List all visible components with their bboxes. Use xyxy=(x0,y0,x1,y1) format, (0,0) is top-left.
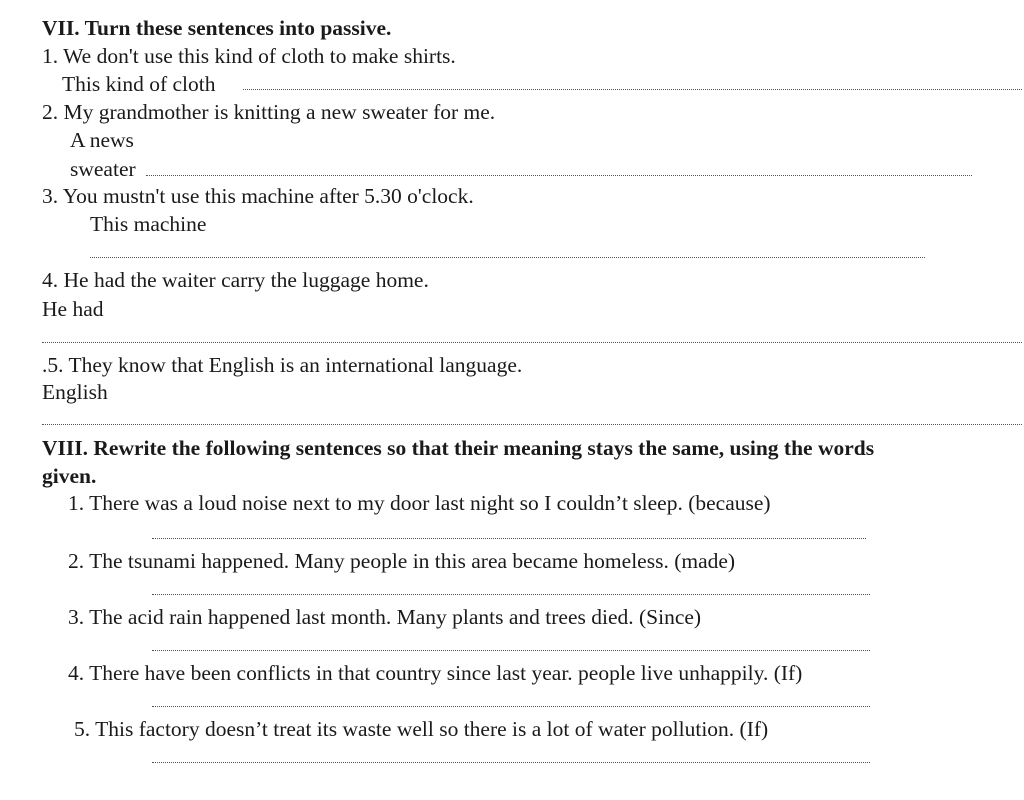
s8-item-3-answer-line[interactable] xyxy=(152,650,870,651)
s8-item-2-sentence: 2. The tsunami happened. Many people in this area became homeless. (made) xyxy=(68,549,736,573)
s8-item-4-answer-line[interactable] xyxy=(152,706,870,707)
s7-item-2-starter-line2: sweater xyxy=(70,157,136,181)
s8-item-4-sentence: 4. There have been conflicts in that country since last year. people live unhappily. (If) xyxy=(68,661,803,685)
s7-item-4-answer-line[interactable] xyxy=(42,342,1022,343)
s7-item-5-sentence: .5. They know that English is an international language. xyxy=(42,353,523,377)
s7-item-4-sentence: 4. He had the waiter carry the luggage home. xyxy=(42,268,429,292)
s7-item-3-answer-line[interactable] xyxy=(90,257,925,258)
s8-item-2-answer-line[interactable] xyxy=(152,594,870,595)
s7-item-2-sentence: 2. My grandmother is knitting a new sweater for me. xyxy=(42,100,496,124)
s7-item-1-answer-line[interactable] xyxy=(243,89,1022,90)
section-8-heading-line1: VIII. Rewrite the following sentences so that their meaning stays the same, using the words xyxy=(42,436,875,460)
s7-item-5-starter: English xyxy=(42,380,108,404)
s7-item-2-starter-line1: A news xyxy=(70,128,134,152)
s8-item-1-sentence: 1. There was a loud noise next to my door last night so I couldn’t sleep. (because) xyxy=(68,491,771,515)
s7-item-1-sentence: 1. We don't use this kind of cloth to make shirts. xyxy=(42,44,456,68)
s7-item-1-starter: This kind of cloth xyxy=(62,72,216,96)
section-7-heading: VII. Turn these sentences into passive. xyxy=(42,16,392,40)
s7-item-4-starter: He had xyxy=(42,297,104,321)
s8-item-5-sentence: 5. This factory doesn’t treat its waste well so there is a lot of water pollution. (If) xyxy=(74,717,769,741)
s7-item-5-answer-line[interactable] xyxy=(42,424,1022,425)
s8-item-5-answer-line[interactable] xyxy=(152,762,870,763)
section-8-heading-line2: given. xyxy=(42,464,97,488)
s7-item-3-starter: This machine xyxy=(90,212,207,236)
s7-item-2-answer-line[interactable] xyxy=(146,175,972,176)
s8-item-1-answer-line[interactable] xyxy=(152,538,866,539)
s8-item-3-sentence: 3. The acid rain happened last month. Many plants and trees died. (Since) xyxy=(68,605,702,629)
s7-item-3-sentence: 3. You mustn't use this machine after 5.30 o'clock. xyxy=(42,184,474,208)
